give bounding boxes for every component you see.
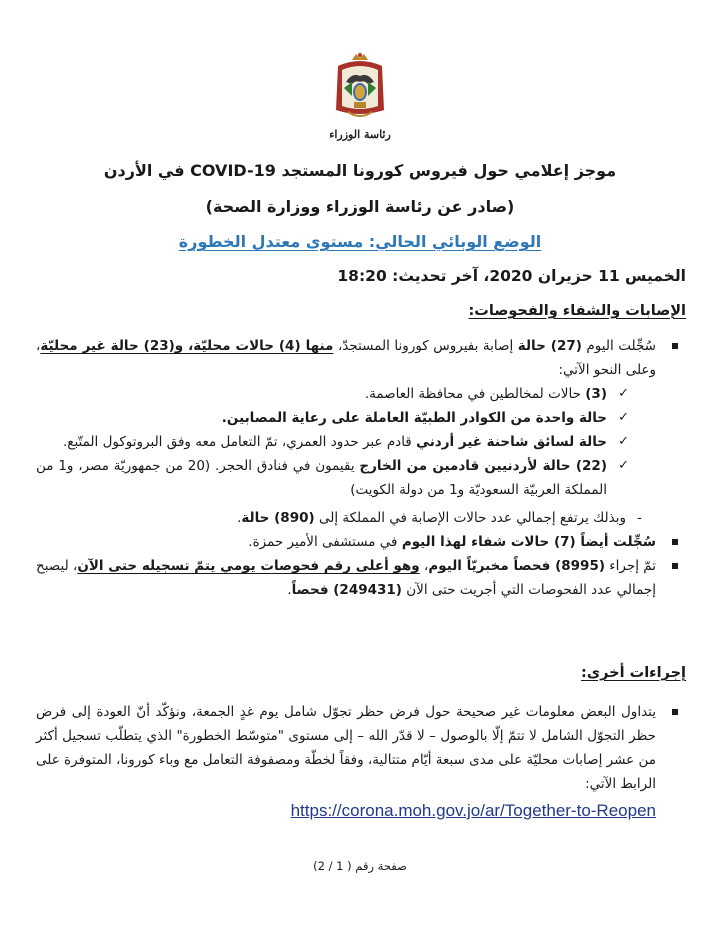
cases-section-body xyxy=(36,334,686,602)
check-bold: (3) xyxy=(585,386,607,402)
check-text: قادم عبر حدود العمري، تمّ التعامل معه وفق البروتوكول المتّبع. xyxy=(63,434,417,450)
text: . xyxy=(237,510,242,526)
section-heading-other: إجراءات أخرى: xyxy=(581,665,686,681)
other-section-body xyxy=(36,700,686,824)
bullet-new-cases xyxy=(36,334,686,382)
document-title: موجز إعلامي حول فيروس كورونا المستجد COVID-19 في الأردن xyxy=(103,161,617,180)
case-breakdown: منها (4) حالات محليّة، و(23) حالة غير محليّة xyxy=(40,338,334,354)
jordan-coat-of-arms-icon xyxy=(330,52,390,132)
text: . xyxy=(287,582,292,598)
reopen-plan-link[interactable]: https://corona.moh.gov.jo/ar/Together-to-Reopen xyxy=(290,801,656,820)
tests-record-note: وهو أعلى رقم فحوصات يومي يتمّ تسجيله حتى الآن xyxy=(77,558,420,574)
bullet-tests xyxy=(36,554,686,602)
page-number: صفحة رقم ( 1 / 2) xyxy=(313,859,407,873)
check-text: يقيمون في فنادق الحجر. (20 من جمهوريّة مصر، و1 من المملكة العربيّة السعوديّة و1 من دولة الكويت) xyxy=(36,458,607,498)
emblem xyxy=(322,52,398,148)
epidemic-status: الوضع الوبائي الحالي: مستوى معتدل الخطورة xyxy=(178,232,542,251)
text: تمّ إجراء xyxy=(605,558,656,574)
bullet-recoveries xyxy=(36,530,686,554)
recoveries-count: سُجِّلت أيضاً (7) حالات شفاء لهذا اليوم xyxy=(401,534,656,550)
section-heading-cases: الإصابات والشفاء والفحوصات: xyxy=(468,303,686,319)
total-cases: (890) حالة xyxy=(241,510,315,526)
text: في مستشفى الأمير حمزة. xyxy=(248,534,402,550)
case-count: (27) حالة xyxy=(517,338,582,354)
text: سُجِّلت اليوم xyxy=(581,338,656,354)
total-cases-line xyxy=(36,506,646,530)
check-item xyxy=(36,406,631,430)
check-bold: حالة لسائق شاحنة غير أردني xyxy=(416,434,607,450)
text: ، ليصبح إجمالي عدد الفحوصات التي أجريت حتى الآن xyxy=(36,558,656,598)
check-item xyxy=(36,430,631,454)
bullet-curfew-rumor: يتداول البعض معلومات غير صحيحة حول فرض حظر تجوّل شامل يوم غدٍ الجمعة، ونؤكّد أنّ العودة إلى فرض حظر التجوّل الشامل لا تتمّ إلّا بالوصول – لا قدّر الله – إلى مستوى "متوسّط الخطورة" الذي يتطلّب تسجيل أكثر من عشر إصابات محليّة على مدى سبعة أيّام متتالية، وفقاً لخطّة ومصفوفة التعامل مع وباء كورونا، المتوفرة على الرابط الآتي: xyxy=(36,700,686,796)
check-bold: (22) حالة لأردنيين قادمين من الخارج xyxy=(359,458,607,474)
text: ، وعلى النحو الآتي: xyxy=(36,338,656,378)
document-subtitle: (صادر عن رئاسة الوزراء ووزارة الصحة) xyxy=(205,197,515,216)
total-tests: (249431) فحصاً xyxy=(291,582,402,598)
text: وبذلك يرتفع إجمالي عدد حالات الإصابة في المملكة إلى xyxy=(314,510,626,526)
check-bold: حالة واحدة من الكوادر الطبيّة العاملة على رعاية المصابين. xyxy=(221,410,607,426)
date-update-line: الخميس 11 حزيران 2020، آخر تحديث: 18:20 xyxy=(337,267,686,285)
text: إصابة بفيروس كورونا المستجدّ، xyxy=(333,338,518,354)
daily-tests: (8995) فحصاً مخبريّاً اليوم xyxy=(428,558,606,574)
check-text: حالات لمخالطين في محافظة العاصمة. xyxy=(364,386,586,402)
text: ، xyxy=(419,558,429,574)
check-item xyxy=(36,382,631,406)
emblem-caption: رئاسة الوزراء xyxy=(329,128,391,141)
check-item xyxy=(36,454,631,502)
